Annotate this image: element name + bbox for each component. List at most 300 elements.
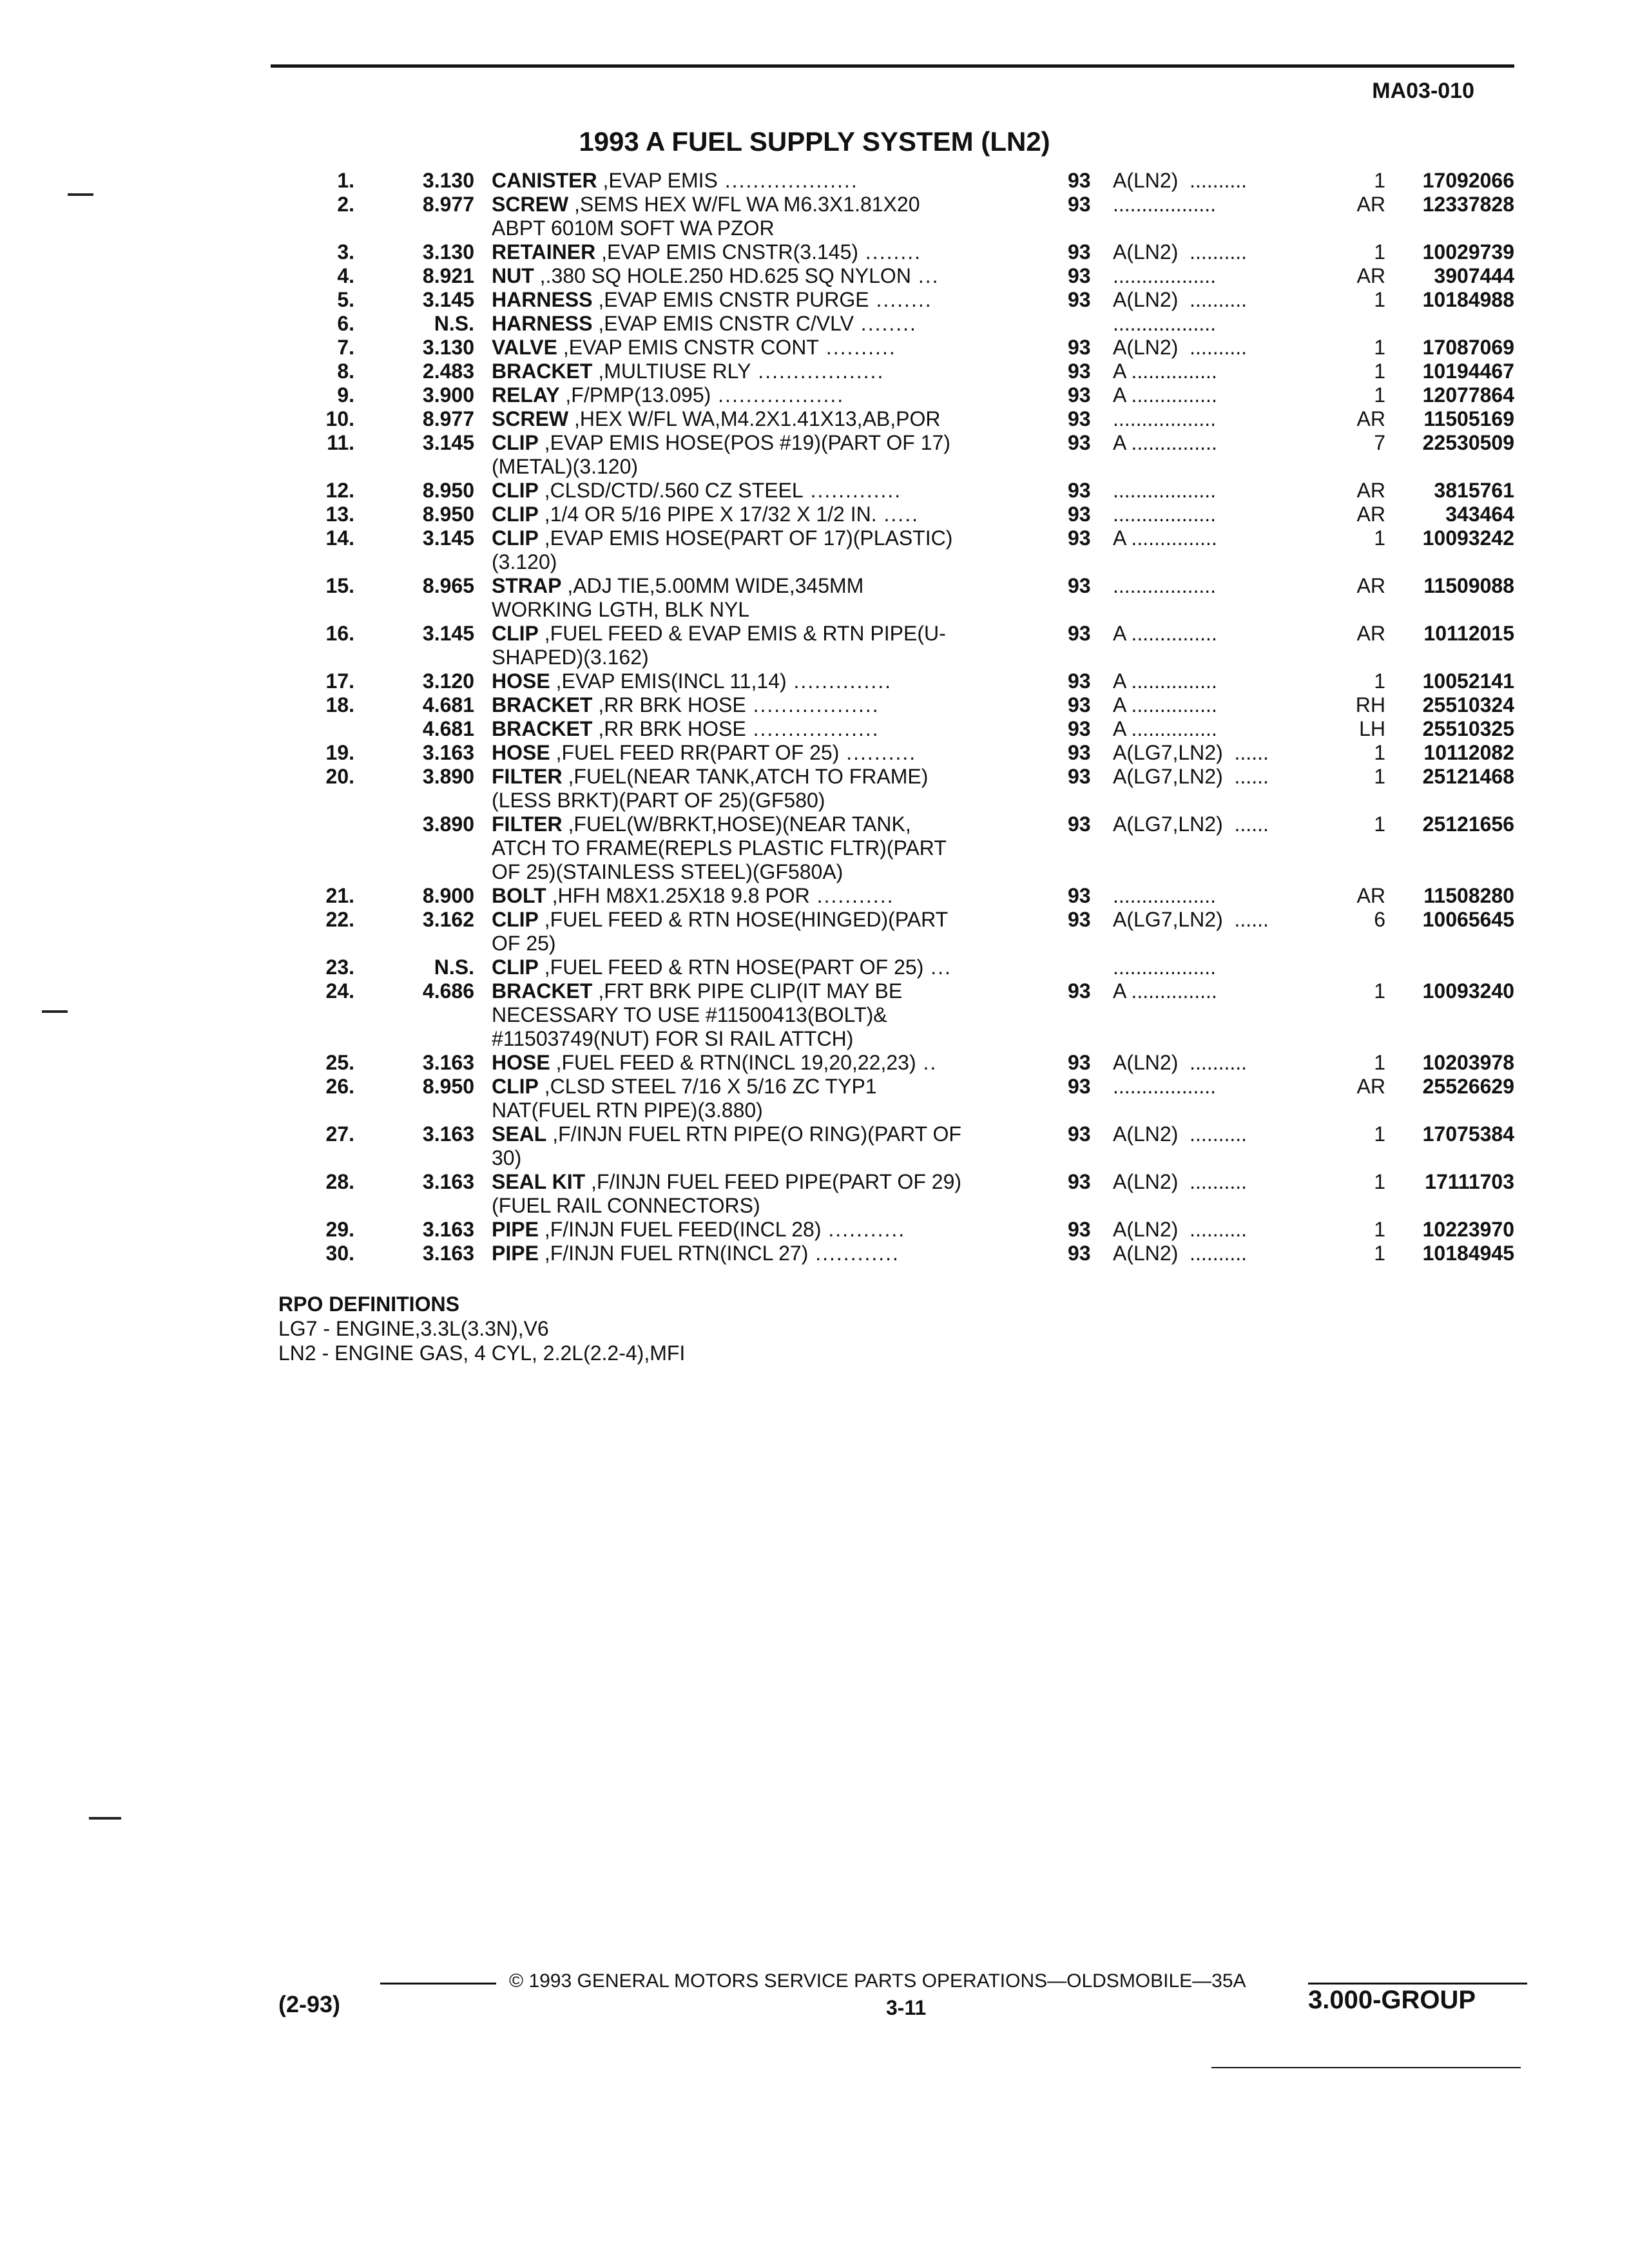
model-usage: A(LG7,LN2) ......: [1113, 812, 1269, 836]
item-number: 13.: [325, 503, 354, 526]
part-number: 17075384: [1422, 1122, 1514, 1146]
model-usage: A(LG7,LN2) ......: [1113, 908, 1269, 931]
model-year: 93: [1068, 288, 1091, 311]
group-number: 3.130: [422, 240, 474, 264]
part-description: [492, 479, 1046, 503]
part-name: HOSE: [492, 669, 550, 693]
quantity: 1: [1374, 240, 1385, 264]
part-number: 11505169: [1423, 407, 1514, 430]
part-detail: ,1/4 OR 5/16 PIPE X 17/32 X 1/2 IN.: [538, 503, 877, 526]
part-name: CLIP: [492, 503, 539, 526]
group-number: 3.130: [422, 336, 474, 359]
part-detail: ,F/PMP(13.095): [559, 383, 711, 407]
part-row: [0, 693, 1629, 717]
part-detail: ,FUEL FEED & EVAP EMIS & RTN PIPE(U- SHAPED)(3.162): [492, 622, 946, 669]
part-row: [0, 908, 1629, 956]
model-usage: ..................: [1113, 503, 1217, 526]
quantity: 1: [1374, 526, 1385, 550]
part-number: 17087069: [1422, 336, 1514, 359]
rpo-title: RPO DEFINITIONS: [278, 1293, 459, 1316]
part-row: [0, 288, 1629, 312]
part-detail: ,FUEL FEED & RTN HOSE(PART OF 25): [538, 956, 924, 979]
quantity: 1: [1374, 383, 1385, 407]
part-row: [0, 1218, 1629, 1242]
part-detail: ,CLSD STEEL 7/16 X 5/16 ZC TYP1 NAT(FUEL RTN PIPE)(3.880): [492, 1075, 877, 1122]
quantity: 1: [1374, 1218, 1385, 1241]
part-name: RELAY: [492, 383, 560, 407]
quantity: 7: [1374, 431, 1385, 454]
model-usage: A ...............: [1113, 669, 1217, 693]
part-description: [492, 383, 1046, 407]
group-number: 3.145: [422, 622, 474, 645]
item-number: 16.: [325, 622, 354, 645]
part-detail: ,F/INJN FUEL FEED(INCL 28): [538, 1218, 822, 1241]
part-number: 11509088: [1423, 574, 1514, 597]
part-description: [492, 741, 1046, 765]
quantity: 1: [1374, 669, 1385, 693]
page-title: 1993 A FUEL SUPPLY SYSTEM (LN2): [579, 126, 1050, 157]
part-number: 10052141: [1422, 669, 1514, 693]
group-number: 3.162: [422, 908, 474, 931]
part-detail: ,EVAP EMIS CNSTR PURGE: [592, 288, 869, 311]
model-usage: ..................: [1113, 312, 1217, 335]
part-row: [0, 407, 1629, 431]
part-name: SEAL: [492, 1122, 547, 1146]
part-description: [492, 336, 1046, 360]
item-number: 26.: [325, 1075, 354, 1098]
top-rule: [271, 64, 1514, 68]
part-detail: ,MULTIUSE RLY: [592, 360, 751, 383]
group-number: 2.483: [422, 360, 474, 383]
item-number: 21.: [325, 884, 354, 907]
part-name: SEAL KIT: [492, 1170, 586, 1193]
part-number: 3907444: [1434, 264, 1514, 287]
model-year: 93: [1068, 431, 1091, 454]
part-name: RETAINER: [492, 240, 596, 264]
part-number: 3815761: [1434, 479, 1514, 502]
part-row: [0, 264, 1629, 288]
model-usage: A(LN2) ..........: [1113, 1051, 1248, 1074]
part-row: [0, 717, 1629, 741]
quantity: 1: [1374, 169, 1385, 192]
item-number: 12.: [325, 479, 354, 502]
model-year: 93: [1068, 812, 1091, 836]
group-number: 3.163: [422, 1170, 474, 1193]
part-name: SCREW: [492, 407, 569, 430]
model-usage: A(LG7,LN2) ......: [1113, 765, 1269, 788]
part-name: BOLT: [492, 884, 546, 907]
part-number: 10184988: [1422, 288, 1514, 311]
quantity: RH: [1355, 693, 1385, 716]
part-row: [0, 240, 1629, 264]
part-number: 12337828: [1422, 193, 1514, 216]
part-description: [492, 503, 1046, 526]
footer-copyright: © 1993 GENERAL MOTORS SERVICE PARTS OPERATIONS—OLDSMOBILE—35A: [509, 1970, 1246, 1992]
part-name: CLIP: [492, 622, 539, 645]
item-number: 5.: [337, 288, 354, 311]
part-name: CLIP: [492, 1075, 539, 1098]
part-row: [0, 193, 1629, 240]
part-row: [0, 1051, 1629, 1075]
part-number: 22530509: [1422, 431, 1514, 454]
model-usage: A(LN2) ..........: [1113, 240, 1248, 264]
margin-mark: [89, 1817, 121, 1820]
part-detail: ,FUEL FEED & RTN HOSE(HINGED)(PART OF 25): [492, 908, 949, 955]
model-year: 93: [1068, 693, 1091, 716]
part-description: [492, 169, 1046, 193]
part-name: HOSE: [492, 1051, 550, 1074]
group-number: N.S.: [434, 956, 474, 979]
part-description: [492, 312, 1046, 336]
part-detail: ,F/INJN FUEL RTN(INCL 27): [538, 1242, 809, 1265]
model-year: 93: [1068, 240, 1091, 264]
leader-dots: ..................: [751, 360, 885, 383]
part-row: [0, 526, 1629, 574]
model-usage: ..................: [1113, 956, 1217, 979]
leader-dots: ..........: [839, 741, 917, 764]
part-number: 10093242: [1422, 526, 1514, 550]
leader-dots: ...: [923, 956, 952, 979]
footer-right-rule: [1308, 1983, 1527, 1984]
part-description: [492, 693, 1046, 717]
model-usage: ..................: [1113, 479, 1217, 502]
group-number: 3.163: [422, 741, 474, 764]
part-name: BRACKET: [492, 979, 593, 1003]
part-description: [492, 431, 1046, 479]
part-description: [492, 979, 1046, 1051]
part-row: [0, 979, 1629, 1051]
quantity: AR: [1356, 1075, 1385, 1098]
part-name: FILTER: [492, 812, 563, 836]
part-description: [492, 407, 1046, 431]
part-name: PIPE: [492, 1218, 539, 1241]
part-description: [492, 574, 1046, 622]
model-year: 93: [1068, 884, 1091, 907]
item-number: 22.: [325, 908, 354, 931]
footer-left-rule: [380, 1983, 496, 1984]
part-row: [0, 383, 1629, 407]
quantity: 1: [1374, 741, 1385, 764]
group-number: 3.145: [422, 288, 474, 311]
group-number: 8.900: [422, 884, 474, 907]
group-number: 8.950: [422, 479, 474, 502]
part-row: [0, 574, 1629, 622]
model-year: 93: [1068, 1170, 1091, 1193]
item-number: 3.: [337, 240, 354, 264]
quantity: AR: [1356, 574, 1385, 597]
part-detail: ,FRT BRK PIPE CLIP(IT MAY BE NECESSARY TO USE #11500413(BOLT)& #11503749(NUT) FOR SI RAIL ATTCH): [492, 979, 903, 1050]
part-name: CLIP: [492, 431, 539, 454]
part-description: [492, 193, 1046, 240]
quantity: 1: [1374, 360, 1385, 383]
part-number: 10029739: [1422, 240, 1514, 264]
item-number: 25.: [325, 1051, 354, 1074]
part-row: [0, 503, 1629, 526]
model-year: 93: [1068, 979, 1091, 1003]
model-usage: A ...............: [1113, 979, 1217, 1003]
group-number: 3.163: [422, 1051, 474, 1074]
part-number: 10203978: [1422, 1051, 1514, 1074]
part-description: [492, 1170, 1046, 1218]
group-number: 4.681: [422, 717, 474, 740]
item-number: 28.: [325, 1170, 354, 1193]
model-usage: A ...............: [1113, 717, 1217, 740]
model-usage: ..................: [1113, 264, 1217, 287]
part-description: [492, 1051, 1046, 1075]
model-year: 93: [1068, 383, 1091, 407]
part-name: HARNESS: [492, 288, 593, 311]
part-number: 25526629: [1422, 1075, 1514, 1098]
part-row: [0, 622, 1629, 669]
model-usage: A(LN2) ..........: [1113, 169, 1248, 192]
part-row: [0, 765, 1629, 812]
model-year: 93: [1068, 1242, 1091, 1265]
part-detail: ,EVAP EMIS(INCL 11,14): [550, 669, 787, 693]
quantity: AR: [1356, 503, 1385, 526]
part-description: [492, 908, 1046, 956]
model-year: 93: [1068, 526, 1091, 550]
part-detail: ,RR BRK HOSE: [592, 717, 746, 740]
group-number: N.S.: [434, 312, 474, 335]
part-description: [492, 669, 1046, 693]
part-description: [492, 526, 1046, 574]
group-number: 8.965: [422, 574, 474, 597]
rpo-line-ln2: LN2 - ENGINE GAS, 4 CYL, 2.2L(2.2-4),MFI: [278, 1341, 686, 1365]
model-usage: ..................: [1113, 1075, 1217, 1098]
quantity: AR: [1356, 264, 1385, 287]
part-row: [0, 1170, 1629, 1218]
model-usage: ..................: [1113, 193, 1217, 216]
leader-dots: ........: [858, 240, 922, 264]
part-number: 10223970: [1422, 1218, 1514, 1241]
part-number: 25510325: [1422, 717, 1514, 740]
part-description: [492, 765, 1046, 812]
part-name: CLIP: [492, 526, 539, 550]
part-detail: ,SEMS HEX W/FL WA M6.3X1.81X20 ABPT 6010M SOFT WA PZOR: [492, 193, 920, 240]
part-number: 10112082: [1423, 741, 1514, 764]
part-detail: ,EVAP EMIS HOSE(POS #19)(PART OF 17) (METAL)(3.120): [492, 431, 950, 478]
part-number: 17092066: [1422, 169, 1514, 192]
part-description: [492, 1242, 1046, 1265]
part-row: [0, 1075, 1629, 1122]
part-row: [0, 669, 1629, 693]
part-description: [492, 956, 1046, 979]
part-detail: ,RR BRK HOSE: [592, 693, 746, 716]
leader-dots: ...................: [717, 169, 858, 192]
group-number: 8.921: [422, 264, 474, 287]
leader-dots: .....: [876, 503, 919, 526]
part-row: [0, 741, 1629, 765]
part-number: 25121468: [1422, 765, 1514, 788]
item-number: 14.: [325, 526, 354, 550]
part-description: [492, 360, 1046, 383]
item-number: 27.: [325, 1122, 354, 1146]
part-row: [0, 360, 1629, 383]
model-usage: A ...............: [1113, 383, 1217, 407]
leader-dots: ..................: [711, 383, 845, 407]
model-year: 93: [1068, 503, 1091, 526]
model-usage: A(LN2) ..........: [1113, 1122, 1248, 1146]
quantity: AR: [1356, 479, 1385, 502]
group-number: 3.145: [422, 526, 474, 550]
part-detail: ,F/INJN FUEL RTN PIPE(O RING)(PART OF 30): [492, 1122, 961, 1169]
document-code: MA03-010: [1372, 79, 1474, 103]
quantity: LH: [1359, 717, 1385, 740]
part-number: 10184945: [1422, 1242, 1514, 1265]
quantity: 6: [1374, 908, 1385, 931]
item-number: 11.: [327, 431, 354, 454]
item-number: 30.: [325, 1242, 354, 1265]
model-usage: A(LN2) ..........: [1113, 1242, 1248, 1265]
part-number: 11508280: [1423, 884, 1514, 907]
leader-dots: .............: [803, 479, 902, 502]
model-usage: A(LN2) ..........: [1113, 288, 1248, 311]
footer-date: (2-93): [278, 1991, 341, 2017]
item-number: 7.: [337, 336, 354, 359]
part-name: CLIP: [492, 956, 539, 979]
rpo-line-lg7: LG7 - ENGINE,3.3L(3.3N),V6: [278, 1317, 549, 1340]
group-number: 3.890: [422, 812, 474, 836]
part-name: HOSE: [492, 741, 550, 764]
group-number: 3.163: [422, 1218, 474, 1241]
part-row: [0, 1242, 1629, 1265]
item-number: 23.: [325, 956, 354, 979]
item-number: 4.: [337, 264, 354, 287]
model-usage: A ...............: [1113, 693, 1217, 716]
part-row: [0, 812, 1629, 884]
part-description: [492, 240, 1046, 264]
model-usage: ..................: [1113, 884, 1217, 907]
part-description: [492, 1122, 1046, 1170]
leader-dots: ...........: [809, 884, 894, 907]
model-year: 93: [1068, 669, 1091, 693]
quantity: 1: [1374, 765, 1385, 788]
part-name: CLIP: [492, 908, 539, 931]
part-name: FILTER: [492, 765, 563, 788]
model-usage: A ...............: [1113, 622, 1217, 645]
item-number: 15.: [325, 574, 354, 597]
item-number: 9.: [337, 383, 354, 407]
part-number: 17111703: [1425, 1170, 1514, 1193]
model-year: 93: [1068, 336, 1091, 359]
group-number: 3.900: [422, 383, 474, 407]
quantity: AR: [1356, 193, 1385, 216]
model-usage: A ...............: [1113, 360, 1217, 383]
item-number: 17.: [325, 669, 354, 693]
item-number: 8.: [337, 360, 354, 383]
part-detail: ,FUEL(NEAR TANK,ATCH TO FRAME) (LESS BRKT)(PART OF 25)(GF580): [492, 765, 929, 812]
leader-dots: ..: [916, 1051, 938, 1074]
part-name: PIPE: [492, 1242, 539, 1265]
part-detail: ,CLSD/CTD/.560 CZ STEEL: [538, 479, 804, 502]
part-name: NUT: [492, 264, 534, 287]
leader-dots: ..........: [818, 336, 896, 359]
model-year: 93: [1068, 622, 1091, 645]
group-number: 3.163: [422, 1242, 474, 1265]
item-number: 19.: [325, 741, 354, 764]
model-year: 93: [1068, 407, 1091, 430]
leader-dots: ........: [853, 312, 917, 335]
quantity: AR: [1356, 407, 1385, 430]
part-row: [0, 956, 1629, 979]
part-detail: ,FUEL FEED & RTN(INCL 19,20,22,23): [550, 1051, 916, 1074]
quantity: 1: [1374, 979, 1385, 1003]
model-year: 93: [1068, 908, 1091, 931]
part-row: [0, 884, 1629, 908]
leader-dots: ..................: [746, 717, 880, 740]
part-row: [0, 336, 1629, 360]
group-number: 4.681: [422, 693, 474, 716]
part-name: HARNESS: [492, 312, 593, 335]
part-number: 25510324: [1422, 693, 1514, 716]
part-detail: ,EVAP EMIS CNSTR(3.145): [595, 240, 859, 264]
part-description: [492, 622, 1046, 669]
part-number: 10065645: [1422, 908, 1514, 931]
model-year: 93: [1068, 741, 1091, 764]
leader-dots: ..............: [786, 669, 892, 693]
item-number: 18.: [325, 693, 354, 716]
model-usage: A ...............: [1113, 431, 1217, 454]
model-year: 93: [1068, 1218, 1091, 1241]
part-row: [0, 1122, 1629, 1170]
part-description: [492, 264, 1046, 288]
quantity: 1: [1374, 1170, 1385, 1193]
part-detail: ,.380 SQ HOLE.250 HD.625 SQ NYLON: [534, 264, 911, 287]
leader-dots: ...: [911, 264, 940, 287]
group-number: 3.163: [422, 1122, 474, 1146]
model-year: 93: [1068, 360, 1091, 383]
model-year: 93: [1068, 574, 1091, 597]
part-detail: ,F/INJN FUEL FEED PIPE(PART OF 29) (FUEL RAIL CONNECTORS): [492, 1170, 962, 1217]
part-number: 10112015: [1423, 622, 1514, 645]
model-year: 93: [1068, 1122, 1091, 1146]
model-year: 93: [1068, 1051, 1091, 1074]
group-number: 3.120: [422, 669, 474, 693]
part-detail: ,FUEL FEED RR(PART OF 25): [550, 741, 840, 764]
leader-dots: ...........: [821, 1218, 906, 1241]
rpo-definitions: [278, 1292, 685, 1365]
model-usage: A(LG7,LN2) ......: [1113, 741, 1269, 764]
leader-dots: ............: [808, 1242, 900, 1265]
part-description: [492, 717, 1046, 741]
item-number: 1.: [337, 169, 354, 192]
part-name: VALVE: [492, 336, 557, 359]
model-year: 93: [1068, 717, 1091, 740]
item-number: 10.: [325, 407, 354, 430]
item-number: 2.: [337, 193, 354, 216]
quantity: 1: [1374, 1122, 1385, 1146]
bottom-rule: [1211, 2067, 1521, 2068]
item-number: 29.: [325, 1218, 354, 1241]
part-name: BRACKET: [492, 360, 593, 383]
part-number: 12077864: [1422, 383, 1514, 407]
item-number: 24.: [325, 979, 354, 1003]
part-number: 343464: [1445, 503, 1514, 526]
part-number: 10194467: [1422, 360, 1514, 383]
model-usage: A(LN2) ..........: [1113, 1218, 1248, 1241]
model-usage: A ...............: [1113, 526, 1217, 550]
group-number: 3.890: [422, 765, 474, 788]
model-year: 93: [1068, 169, 1091, 192]
part-name: CANISTER: [492, 169, 597, 192]
leader-dots: ..................: [746, 693, 880, 716]
model-year: 93: [1068, 765, 1091, 788]
model-year: 93: [1068, 264, 1091, 287]
part-name: BRACKET: [492, 693, 593, 716]
page-number: 3-11: [886, 1996, 927, 2019]
item-number: 20.: [325, 765, 354, 788]
part-name: STRAP: [492, 574, 562, 597]
